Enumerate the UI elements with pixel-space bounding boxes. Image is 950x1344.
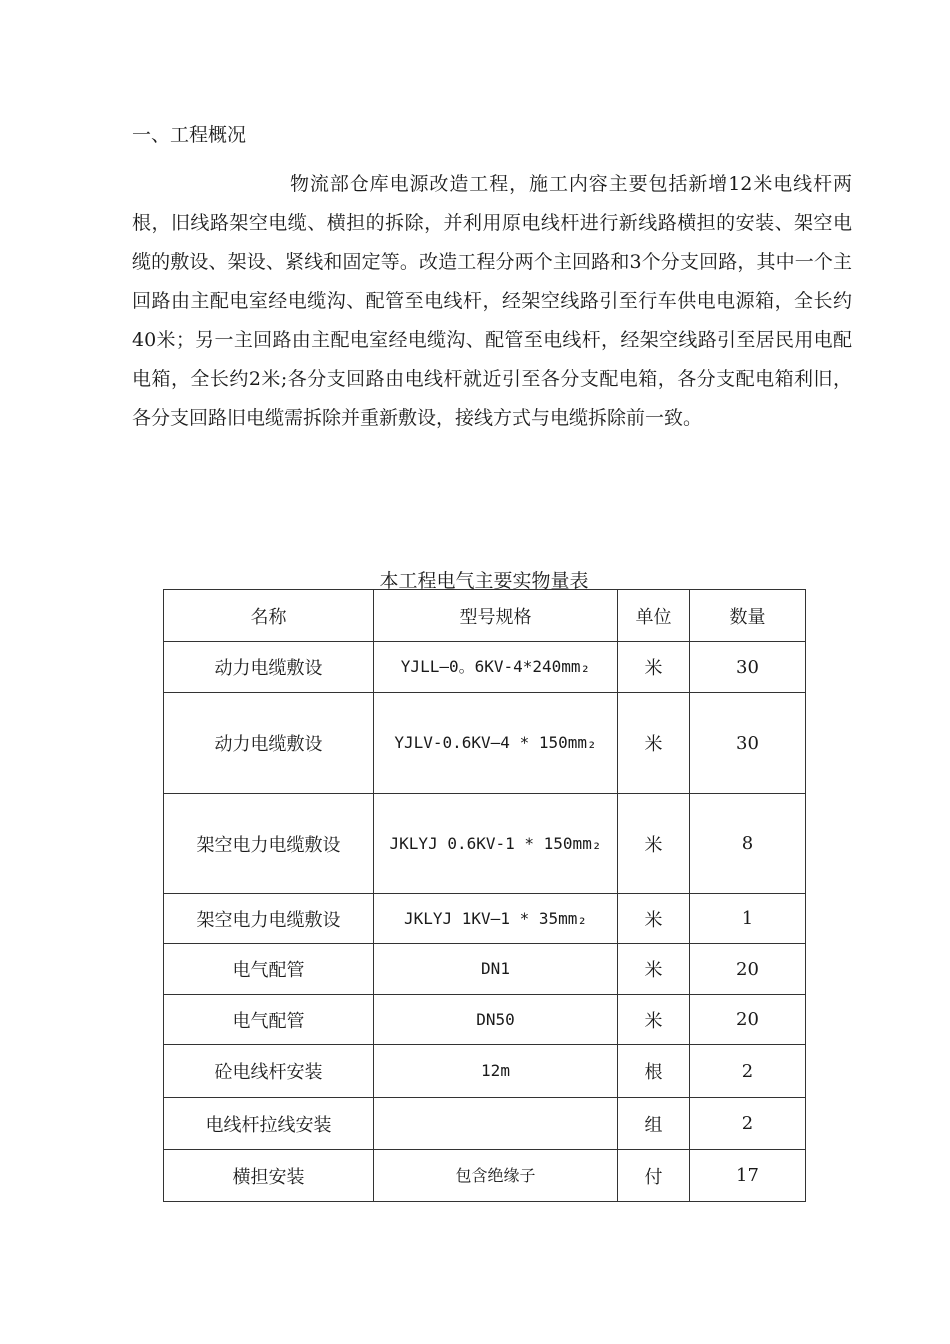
table-header-row: [164, 590, 806, 642]
cell-spec: JKLYJ 1KV—1 * 35mm₂: [374, 894, 618, 944]
header-quantity: 数量: [690, 590, 806, 642]
cell-unit: 米: [618, 794, 690, 894]
table-caption: 本工程电气主要实物量表: [379, 570, 589, 592]
cell-quantity: 20: [690, 944, 806, 995]
cell-unit: 米: [618, 995, 690, 1045]
table-row: [164, 1098, 806, 1150]
cell-name: 架空电力电缆敷设: [164, 794, 374, 894]
cell-quantity: 30: [690, 693, 806, 794]
project-overview-paragraph: 物流部仓库电源改造工程，施工内容主要包括新增12米电线杆两根，旧线路架空电缆、横担的拆除，并利用原电线杆进行新线路横担的安装、架空电缆的敷设、架设、紧线和固定等。改造工程分两个主回路和3个分支回路，其中一个主回路由主配电室经电缆沟、配管至电线杆，经架空线路引至行车供电电源箱，全长约40米；另一主回路由主配电室经电缆沟、配管至电线杆，经架空线路引至居民用电配电箱，全长约2米;各分支回路由电线杆就近引至各分支配电箱，各分支配电箱利旧，各分支回路旧电缆需拆除并重新敷设，接线方式与电缆拆除前一致。: [132, 173, 852, 429]
cell-unit: 组: [618, 1098, 690, 1150]
cell-spec: [374, 1098, 618, 1150]
cell-name: 电线杆拉线安装: [164, 1098, 374, 1150]
cell-spec: JKLYJ 0.6KV-1 * 150mm₂: [374, 794, 618, 894]
cell-unit: 米: [618, 944, 690, 995]
table-row: [164, 794, 806, 894]
cell-name: 架空电力电缆敷设: [164, 894, 374, 944]
table-row: [164, 693, 806, 794]
cell-spec: 包含绝缘子: [374, 1150, 618, 1202]
cell-quantity: 1: [690, 894, 806, 944]
header-name: 名称: [164, 590, 374, 642]
cell-quantity: 8: [690, 794, 806, 894]
cell-unit: 米: [618, 693, 690, 794]
cell-name: 电气配管: [164, 995, 374, 1045]
header-unit: 单位: [618, 590, 690, 642]
table-row: [164, 642, 806, 693]
cell-spec: DN1: [374, 944, 618, 995]
table-row: [164, 1150, 806, 1202]
cell-name: 横担安装: [164, 1150, 374, 1202]
cell-unit: 米: [618, 894, 690, 944]
section-heading: 一、工程概况: [132, 124, 247, 146]
cell-spec: YJLV-0.6KV—4 * 150mm₂: [374, 693, 618, 794]
cell-spec: YJLL—0。6KV-4*240mm₂: [374, 642, 618, 693]
cell-name: 动力电缆敷设: [164, 693, 374, 794]
material-quantity-table: [163, 589, 806, 1202]
cell-name: 电气配管: [164, 944, 374, 995]
cell-unit: 米: [618, 642, 690, 693]
cell-spec: DN50: [374, 995, 618, 1045]
cell-quantity: 30: [690, 642, 806, 693]
cell-name: 砼电线杆安装: [164, 1045, 374, 1098]
cell-quantity: 2: [690, 1045, 806, 1098]
table-row: [164, 1045, 806, 1098]
table-row: [164, 995, 806, 1045]
table-row: [164, 894, 806, 944]
cell-quantity: 2: [690, 1098, 806, 1150]
cell-name: 动力电缆敷设: [164, 642, 374, 693]
cell-spec: 12m: [374, 1045, 618, 1098]
header-spec: 型号规格: [374, 590, 618, 642]
cell-quantity: 20: [690, 995, 806, 1045]
cell-quantity: 17: [690, 1150, 806, 1202]
cell-unit: 付: [618, 1150, 690, 1202]
table-row: [164, 944, 806, 995]
cell-unit: 根: [618, 1045, 690, 1098]
